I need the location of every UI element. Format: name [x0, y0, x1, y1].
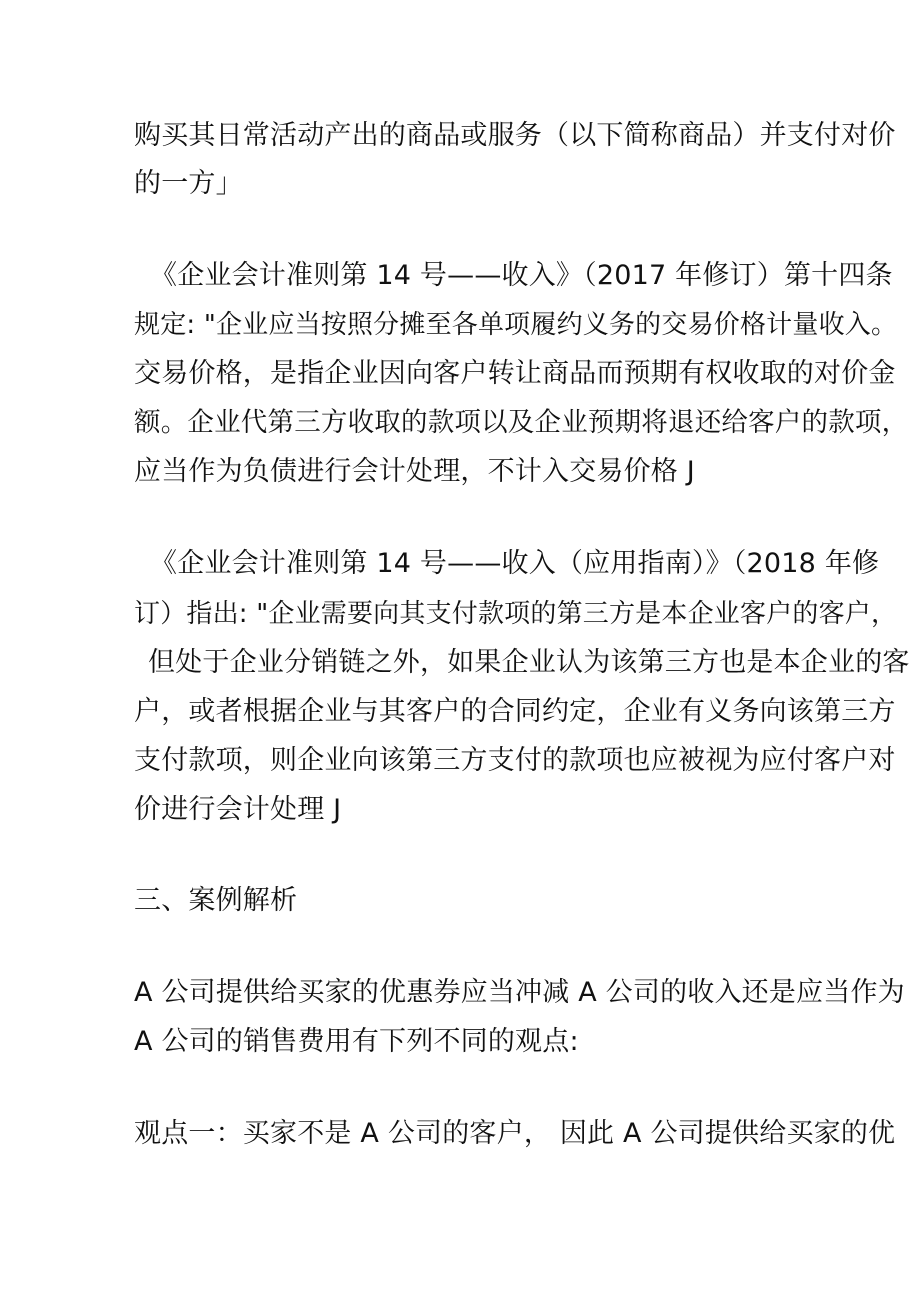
text-line: A 公司的销售费用有下列不同的观点:: [134, 1026, 579, 1057]
text-line: 交易价格，是指企业因向客户转让商品而预期有权收取的对价金: [134, 358, 896, 389]
text-line: 的一方」: [134, 168, 243, 199]
text-line: 订）指出: "企业需要向其支付款项的第三方是本企业客户的客户，: [134, 599, 898, 629]
text-line: 购买其日常活动产出的商品或服务（以下简称商品）并支付对价: [134, 120, 896, 151]
text-line: 观点一：买家不是 A 公司的客户， 因此 A 公司提供给买家的优: [134, 1118, 896, 1149]
text-line: 规定: "企业应当按照分摊至各单项履约义务的交易价格计量收入。: [134, 310, 898, 340]
text-line: 但处于企业分销链之外，如果企业认为该第三方也是本企业的客: [148, 647, 910, 678]
text-line: 户，或者根据企业与其客户的合同约定，企业有义务向该第三方: [134, 696, 896, 727]
text-line: 支付款项，则企业向该第三方支付的款项也应被视为应付客户对: [134, 745, 896, 776]
text-line: 额。企业代第三方收取的款项以及企业预期将退还给客户的款项，: [134, 407, 909, 438]
text-line: A 公司提供给买家的优惠券应当冲减 A 公司的收入还是应当作为: [134, 977, 905, 1008]
section-heading: 三、案例解析: [134, 885, 298, 916]
text-line: 《企业会计准则第 14 号——收入（应用指南）》（2018 年修: [150, 548, 880, 579]
text-line: 《企业会计准则第 14 号——收入》（2017 年修订）第十四条: [150, 260, 893, 291]
text-line: 价进行会计处理 J: [134, 794, 342, 825]
text-line: 应当作为负债进行会计处理，不计入交易价格 J: [134, 456, 695, 487]
